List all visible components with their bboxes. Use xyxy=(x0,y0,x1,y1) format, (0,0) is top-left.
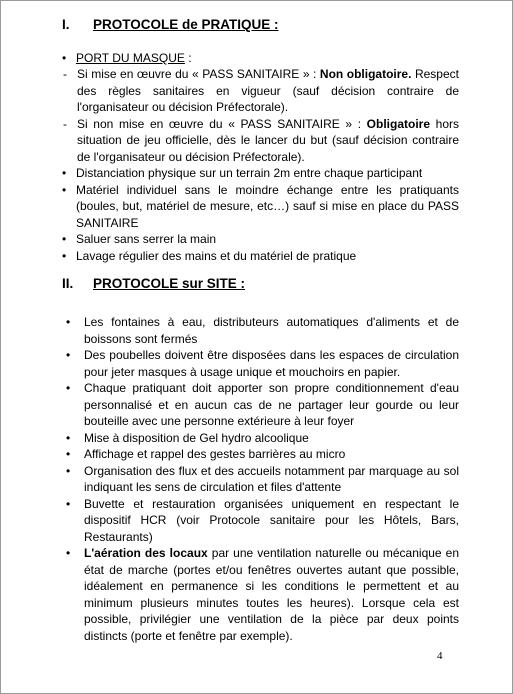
list-item xyxy=(62,496,459,546)
bullet-icon: • xyxy=(66,315,71,329)
bullet-icon: • xyxy=(66,447,71,461)
bullet-icon: • xyxy=(66,430,71,445)
list-item-text: Les fontaines à eau, distributeurs automatiques d'aliments et de boissons sont fermés xyxy=(84,315,459,346)
list-item-text: Organisation des flux et des accueils notamment par marquage au sol indiquant les sens de circulation et files d'attente xyxy=(84,463,459,494)
masque-heading-list xyxy=(62,50,459,67)
list-item xyxy=(62,248,459,265)
masque-item-text: hors situation de jeu officielle, dès le lancer du but (sauf décision contraire de l'organisateur ou décision Préfectorale). xyxy=(77,116,459,164)
bullet-icon: • xyxy=(62,51,67,65)
list-item-text: Mise à disposition de Gel hydro alcoolique xyxy=(84,430,309,445)
section1-heading xyxy=(62,16,462,34)
list-item xyxy=(62,380,459,430)
section2-heading xyxy=(62,275,462,293)
section1-items-list xyxy=(62,165,459,264)
list-item xyxy=(62,231,459,248)
masque-item-bold: Non obligatoire. xyxy=(319,67,412,81)
bullet-icon: • xyxy=(66,381,71,395)
bullet-icon: • xyxy=(62,248,67,263)
masque-item-text: Respect des règles sanitaires en vigueur (sauf décision contraire de l'organisateur ou décision Préfectorale). xyxy=(77,67,459,114)
list-item-text: Matériel individuel sans le moindre échange entre les pratiquants (boules, but, matériel de mesure, etc…) sauf si mise en place du PASS SANITAIRE xyxy=(76,182,459,230)
bullet-icon: • xyxy=(62,166,67,180)
masque-items-list xyxy=(62,66,459,165)
list-item-text: Chaque pratiquant doit apporter son propre conditionnement d'eau personnalisé et en aucun cas de ne partager leur gourde ou leur bouteille avec une personne extérieure à leur foyer xyxy=(84,381,459,428)
bullet-icon: • xyxy=(66,546,71,560)
masque-item xyxy=(62,66,459,116)
section1-title: PROTOCOLE de PRATIQUE : xyxy=(93,17,279,32)
list-item-text: par une ventilation naturelle ou mécanique en état de marche (portes et/ou fenêtres ouvertes autant que possible, idéalement en permanence si les conditions le permettent et au minimum plusieurs minutes toutes les heures). Lorsque cela est possible, privilégier une ventilation de la pièce par deux points distincts (porte et fenêtre par exemple). xyxy=(84,546,460,643)
list-item-text: Lavage régulier des mains et du matériel de pratique xyxy=(76,248,357,263)
list-item xyxy=(62,165,459,182)
section2-number: II. xyxy=(62,276,74,291)
section2-title: PROTOCOLE sur SITE : xyxy=(93,276,246,291)
list-item-bold: L'aération des locaux xyxy=(84,546,208,560)
masque-item-text: Si non mise en œuvre du « PASS SANITAIRE » : xyxy=(77,116,367,131)
list-item xyxy=(62,314,459,347)
dash-icon: - xyxy=(63,67,67,81)
list-item xyxy=(62,463,459,496)
list-item-text: Saluer sans serrer la main xyxy=(76,232,217,246)
list-item-text: Distanciation physique sur un terrain 2m entre chaque participant xyxy=(76,166,423,180)
masque-item-text: Si mise en œuvre du « PASS SANITAIRE » : xyxy=(77,67,320,81)
masque-heading: PORT DU MASQUE xyxy=(76,51,185,65)
bullet-icon: • xyxy=(62,182,67,197)
bullet-icon: • xyxy=(66,348,71,362)
masque-heading-suffix: : xyxy=(184,51,192,65)
list-item xyxy=(62,182,459,232)
page-number: 4 xyxy=(437,650,443,662)
bullet-icon: • xyxy=(66,463,71,478)
masque-heading-item xyxy=(62,50,459,67)
bullet-icon: • xyxy=(62,232,67,246)
list-item xyxy=(62,430,459,447)
dash-icon: - xyxy=(63,116,67,131)
list-item-text: Affichage et rappel des gestes barrières au micro xyxy=(84,447,346,461)
masque-item-bold: Obligatoire xyxy=(366,116,431,131)
bullet-icon: • xyxy=(66,496,71,511)
list-item xyxy=(62,347,459,380)
list-item-aeration xyxy=(62,545,459,644)
list-item-text: Des poubelles doivent être disposées dans les espaces de circulation pour jeter masques à usage unique et mouchoirs en papier. xyxy=(84,348,459,379)
masque-item xyxy=(62,116,459,166)
section1-number: I. xyxy=(62,17,70,32)
section2-items-list xyxy=(62,314,459,644)
list-item-text: Buvette et restauration organisées uniquement en respectant le dispositif HCR (voir Protocole sanitaire pour les Hôtels, Bars, Restaurants) xyxy=(84,496,459,544)
list-item xyxy=(62,446,459,463)
